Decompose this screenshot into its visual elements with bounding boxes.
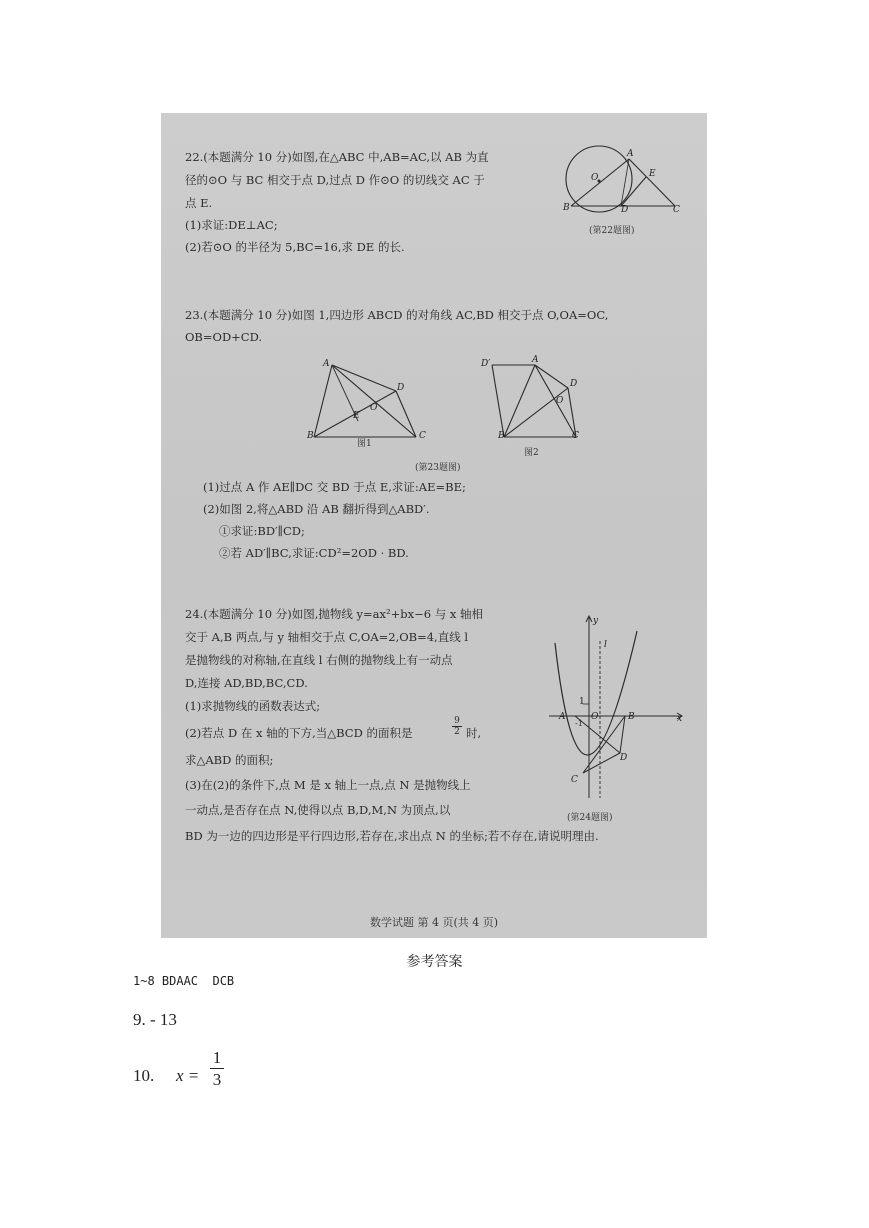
q24-figure [541,613,691,803]
q23-fig2-label-b: B [498,431,505,441]
q22-label-a: A [627,149,634,159]
q24-caption: (第24题图) [567,813,613,823]
q24-label-x: x [677,714,683,724]
q23-fig2-label-dprime: D′ [481,359,491,369]
q24-fraction [452,716,462,737]
q24-line5: (1)求抛物线的函数表达式; [185,699,321,713]
q23-figure-2 [486,358,616,448]
q24-label-d: D [620,753,628,763]
q23-line3: (1)过点 A 作 AE∥DC 交 BD 于点 E,求证:AE=BE; [203,480,466,494]
q23-fig2-label-o: O [556,396,564,406]
q22-figure [561,143,691,233]
q22-line4: (1)求证:DE⊥AC; [185,218,278,232]
q24-label-y: y [593,616,599,626]
exam-page-photo [161,113,707,938]
q23-fig2-label-d: D [570,379,578,389]
q23-fig2-label-c: C [572,431,579,441]
q22-label-c: C [673,205,680,215]
q23-fig1-caption: 图1 [357,439,372,449]
q24-label-l: l [604,640,607,650]
q23-fig1-label-o: O [370,403,378,413]
q23-caption: (第23题图) [415,463,461,473]
q24-fraction-den: 2 [452,726,462,737]
q22-line2: 径的⊙O 与 BC 相交于点 D,过点 D 作⊙O 的切线交 AC 于 [185,173,485,187]
answer-9: 9. - 13 [133,1010,177,1029]
answer-10-label: 10. [133,1066,155,1085]
answer-10-denominator: 3 [212,1070,222,1089]
q24-label-c: C [571,775,578,785]
answers-line1: 1~8 BDAAC DCB [133,974,235,988]
q24-line2: 交于 A,B 两点,与 y 轴相交于点 C,OA=2,OB=4,直线 l [185,630,469,644]
answer-10-fraction [210,1048,224,1091]
answers-title: 参考答案 [406,954,463,970]
q22-label-o: O [591,173,599,183]
q22-line1: 22.(本题满分 10 分)如图,在△ABC 中,AB=AC,以 AB 为直 [185,150,489,164]
q22-caption: (第22题图) [589,226,635,236]
q24-line1: 24.(本题满分 10 分)如图,抛物线 y=ax²+bx−6 与 x 轴相 [185,607,483,621]
q24-line4: D,连接 AD,BD,BC,CD. [185,676,308,690]
q23-fig1-label-d: D [397,383,405,393]
q22-line5: (2)若⊙O 的半径为 5,BC=16,求 DE 的长. [185,240,405,254]
q23-line2: OB=OD+CD. [185,330,263,344]
q23-fig1-label-e: E [353,411,360,421]
q24-line3: 是抛物线的对称轴,在直线 l 右侧的抛物线上有一动点 [185,653,453,667]
q24-line6b: 时, [466,726,482,740]
q24-line9: 一动点,是否存在点 N,使得以点 B,D,M,N 为顶点,以 [185,803,451,817]
photo-page-footer: 数学试题 第 4 页(共 4 页) [369,916,499,929]
q22-label-d: D [621,205,629,215]
q23-line4: (2)如图 2,将△ABD 沿 AB 翻折得到△ABD′. [203,502,430,516]
q24-label-o: O [591,712,599,722]
q23-fig2-label-a: A [532,355,539,365]
q24-line8: (3)在(2)的条件下,点 M 是 x 轴上一点,点 N 是抛物线上 [185,778,471,792]
q23-line5: ①求证:BD′∥CD; [219,524,305,538]
q24-fraction-num: 9 [454,716,460,726]
q22-line3: 点 E. [185,196,213,210]
q23-fig1-label-c: C [419,431,426,441]
q23-fig1-label-a: A [323,359,330,369]
q23-line6: ②若 AD′∥BC,求证:CD²=2OD · BD. [219,546,409,560]
q24-label-a: A [559,712,566,722]
q24-line7: 求△ABD 的面积; [185,753,274,767]
answer-10-variable: x = [176,1066,200,1085]
q23-fig2-caption: 图2 [524,448,539,458]
q23-fig1-label-b: B [307,431,314,441]
q24-label-one: 1 [579,697,585,707]
q22-label-e: E [649,169,656,179]
q23-line1: 23.(本题满分 10 分)如图 1,四边形 ABCD 的对角线 AC,BD 相交于点 O,OA=OC, [185,308,609,322]
q24-label-neg1: -1 [575,719,583,728]
q22-label-b: B [563,203,570,213]
q24-line6a: (2)若点 D 在 x 轴的下方,当△BCD 的面积是 [185,726,413,740]
q24-label-b: B [628,712,635,722]
answer-10-numerator: 1 [212,1048,222,1067]
q24-line10: BD 为一边的四边形是平行四边形,若存在,求出点 N 的坐标;若不存在,请说明理由. [185,829,599,843]
